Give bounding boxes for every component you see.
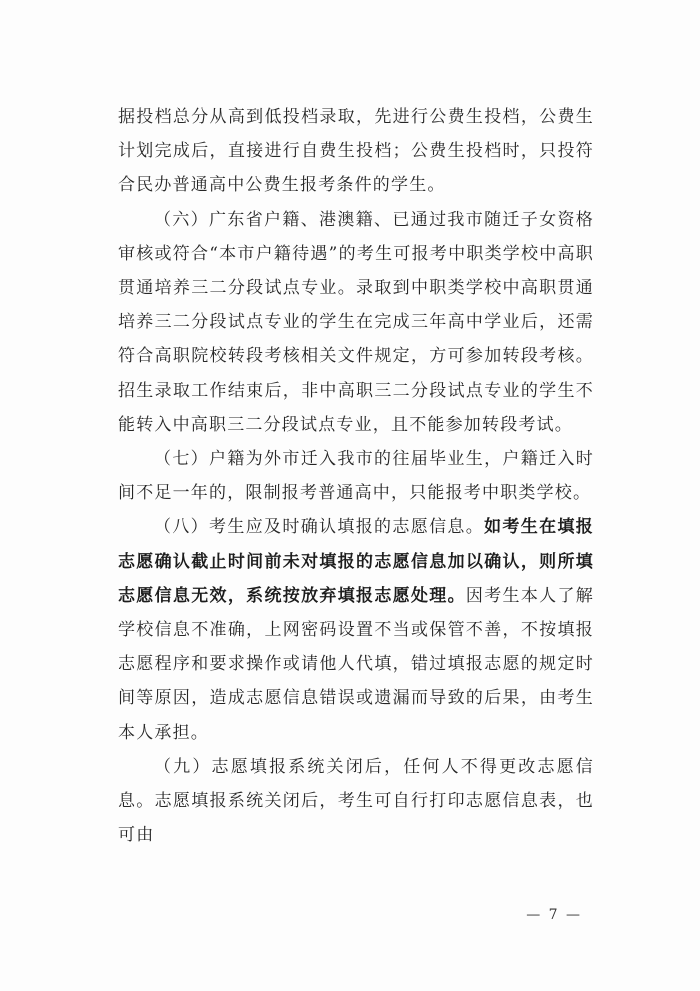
paragraph-text: （八）考生应及时确认填报的志愿信息。 bbox=[154, 517, 485, 538]
paragraph-continuation bbox=[118, 100, 594, 203]
paragraph-text: 据投档总分从高到低投档录取，先进行公费生投档，公费生计划完成后，直接进行自费生投档；公费生投档时，只投符合民办普通高中公费生报考条件的学生。 bbox=[118, 107, 594, 196]
paragraph-text: （九）志愿填报系统关闭后，任何人不得更改志愿信息。志愿填报系统关闭后，考生可自行打印志愿信息表，也可由 bbox=[118, 756, 594, 846]
paragraph-item-8 bbox=[118, 510, 594, 749]
page-number: — 7 — bbox=[526, 907, 582, 923]
paragraph-text: 因考生本人了解学校信息不准确，上网密码设置不当或保管不善，不按填报志愿程序和要求操作或请他人代填，错过填报志愿的规定时间等原因，造成志愿信息错误或遗漏而导致的后果，由考生本人承担。 bbox=[118, 585, 594, 743]
paragraph-item-9 bbox=[118, 750, 594, 853]
paragraph-text: （七）户籍为外市迁入我市的往届毕业生，户籍迁入时间不足一年的，限制报考普通高中，只能报考中职类学校。 bbox=[118, 449, 594, 504]
body-text bbox=[118, 100, 594, 852]
bold-emphasis-text: 如考生在填报志愿确认截止时间前未对填报的志愿信息加以确认，则所填志愿信息无效，系统按放弃填报志愿处理。 bbox=[118, 517, 594, 606]
paragraph-text: （六）广东省户籍、港澳籍、已通过我市随迁子女资格审核或符合“本市户籍待遇”的考生可报考中职类学校中高职贯通培养三二分段试点专业。录取到中职类学校中高职贯通培养三二分段试点专业的学生在完成三年高中学业后，还需符合高职院校转段考核相关文件规定，方可参加转段考核。招生录取工作结束后，非中高职三二分段试点专业的学生不能转入中高职三二分段试点专业，且不能参加转段考试。 bbox=[118, 209, 594, 435]
paragraph-item-7 bbox=[118, 442, 594, 510]
paragraph-item-6 bbox=[118, 203, 594, 442]
